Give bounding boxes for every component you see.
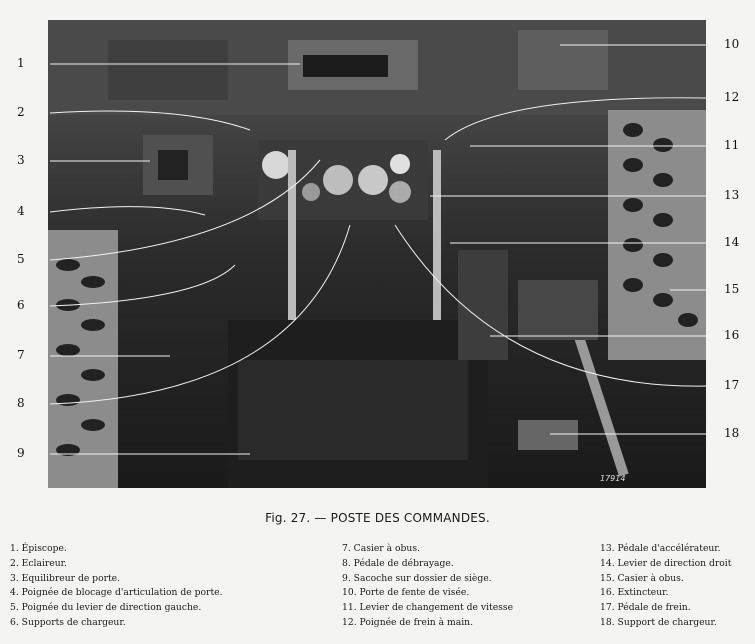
callout-3: 3: [17, 153, 25, 167]
legend-item: 10. Porte de fente de visée.: [342, 587, 470, 599]
legend-item: 11. Levier de changement de vitesse: [342, 602, 514, 614]
legend-item: 9. Sacoche sur dossier de siège.: [342, 572, 492, 584]
callout-15: 15: [724, 282, 740, 296]
legend-item: 4. Poignée de blocage d'articulation de porte.: [10, 587, 223, 599]
callout-17: 17: [724, 378, 740, 392]
legend-column-2: [342, 542, 513, 631]
legend-item: 17. Pédale de frein.: [600, 602, 691, 614]
legend-column-3: [600, 542, 731, 631]
legend-item: 15. Casier à obus.: [600, 572, 684, 584]
callout-12: 12: [724, 90, 740, 104]
callout-9: 9: [17, 446, 25, 460]
legend-item: 3. Equilibreur de porte.: [10, 572, 121, 584]
figure-caption: Fig. 27. — POSTE DES COMMANDES.: [265, 511, 490, 525]
callout-6: 6: [17, 298, 25, 312]
legend-column-1: [10, 542, 223, 631]
legend-item: 7. Casier à obus.: [342, 543, 420, 554]
legend-item: 18. Support de chargeur.: [600, 616, 717, 628]
callout-4: 4: [17, 204, 25, 218]
callout-2: 2: [17, 105, 25, 119]
callout-16: 16: [724, 328, 740, 342]
photo-number: 17914: [600, 474, 626, 483]
legend-item: 2. Eclaireur.: [10, 557, 67, 569]
callout-10: 10: [724, 37, 740, 51]
legend-item: 13. Pédale d'accélérateur.: [600, 543, 721, 554]
callout-13: 13: [724, 188, 740, 202]
callout-14: 14: [724, 235, 740, 249]
callout-18: 18: [724, 426, 740, 440]
callout-1: 1: [17, 56, 25, 70]
legend-item: 14. Levier de direction droit: [600, 557, 732, 569]
legend-item: 5. Poignée du levier de direction gauche.: [10, 602, 202, 614]
legend-item: 6. Supports de chargeur.: [10, 616, 126, 628]
callout-8: 8: [17, 396, 25, 410]
legend-item: 1. Épiscope.: [10, 543, 67, 554]
callout-7: 7: [17, 348, 25, 362]
legend-item: 8. Pédale de débrayage.: [342, 557, 454, 569]
callout-5: 5: [17, 252, 25, 266]
legend-item: 12. Poignée de frein à main.: [342, 616, 474, 628]
callout-11: 11: [724, 138, 740, 152]
legend-item: 16. Extincteur.: [600, 587, 669, 599]
